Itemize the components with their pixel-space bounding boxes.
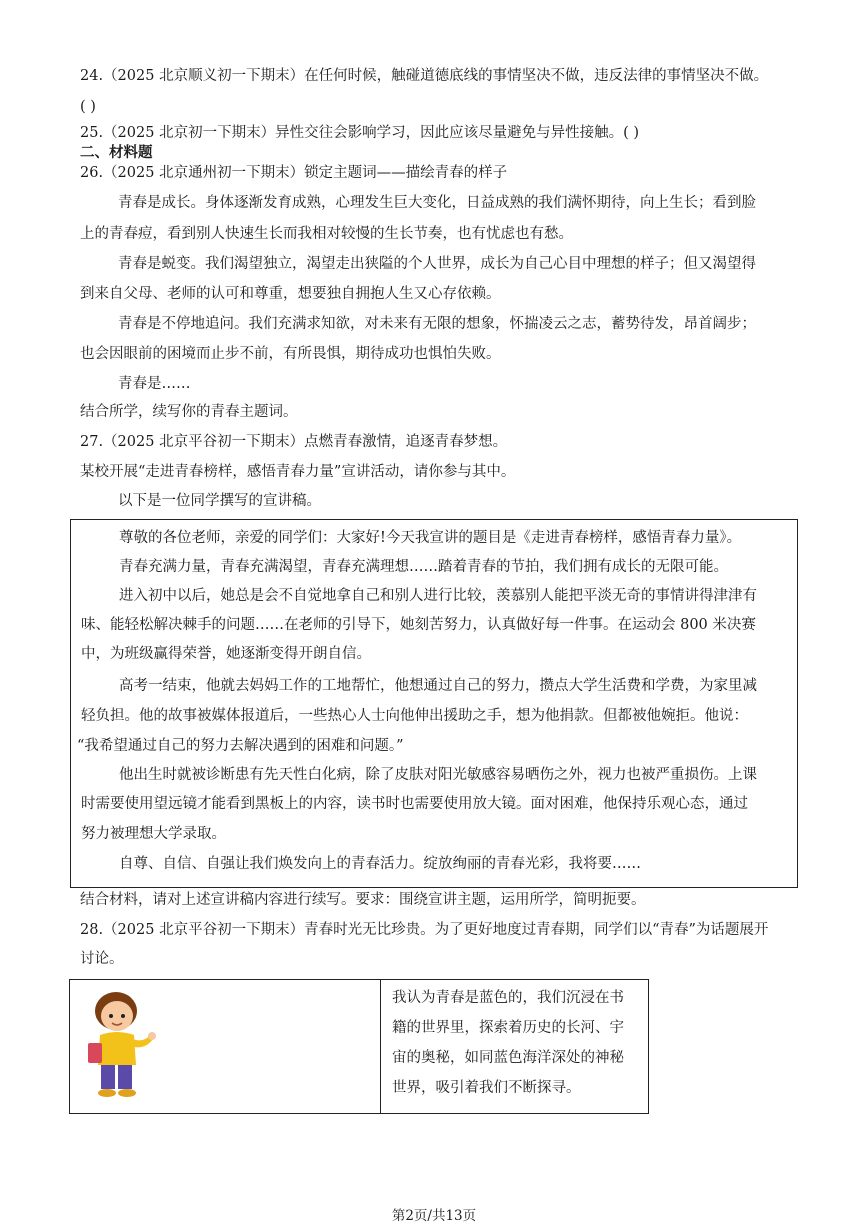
speech-line: 青春充满力量，青春充满渴望，青春充满理想……踏着青春的节拍，我们拥有成长的无限可能。 (119, 559, 728, 575)
speech-line: 中，为班级赢得荣誉，她逐渐变得开朗自信。 (81, 646, 371, 662)
speech-line: 尊敬的各位老师，亲爱的同学们：大家好!今天我宣讲的题目是《走进青春榜样，感悟青春力量》。 (119, 530, 742, 546)
student-speech-line: 籍的世界里，探索着历史的长河、宇 (392, 1020, 624, 1036)
q26-paragraph: 青春是…… (118, 376, 191, 392)
q26-paragraph: 青春是蜕变。我们渴望独立，渴望走出狭隘的个人世界，成长为自己心目中理想的样子；但又渴望得 (118, 256, 756, 272)
q26-paragraph: 青春是不停地追问。我们充满求知欲，对未来有无限的想象，怀揣凌云之志，蓄势待发，昂首阔步； (118, 316, 756, 332)
shirt-shape (98, 1032, 136, 1065)
q27-title: 27.（2025 北京平谷初一下期末）点燃青春激情，追逐青春梦想。 (80, 434, 508, 450)
student-speech-line: 宙的奥秘，如同蓝色海洋深处的神秘 (392, 1050, 624, 1066)
q26-paragraph: 青春是成长。身体逐渐发育成熟，心理发生巨大变化，日益成熟的我们满怀期待，向上生长；看到脸 (118, 195, 756, 211)
q26-task: 结合所学，续写你的青春主题词。 (80, 404, 298, 420)
section-material-title: 二、材料题 (80, 145, 153, 161)
student-speech-line: 我认为青春是蓝色的，我们沉浸在书 (392, 990, 624, 1006)
q27-intro: 某校开展“走进青春榜样，感悟青春力量”宣讲活动，请你参与其中。 (80, 464, 516, 480)
student-speech-line: 世界，吸引着我们不断探寻。 (392, 1080, 581, 1096)
q26-title: 26.（2025 北京通州初一下期末）锁定主题词——描绘青春的样子 (80, 165, 508, 181)
q28-title: 讨论。 (80, 951, 124, 967)
speech-line: 高考一结束，他就去妈妈工作的工地帮忙，他想通过自己的努力，攒点大学生活费和学费，为家里减 (119, 678, 757, 694)
q26-paragraph: 也会因眼前的困境而止步不前，有所畏惧，期待成功也惧怕失败。 (80, 346, 501, 362)
speech-line: 他出生时就被诊断患有先天性白化病，除了皮肤对阳光敏感容易晒伤之外，视力也被严重损伤。上课 (119, 767, 757, 783)
q26-paragraph: 上的青春痘，看到别人快速生长而我相对较慢的生长节奏，也有忧虑也有愁。 (80, 226, 573, 242)
q28-discussion-table (69, 979, 649, 1114)
q27-intro: 以下是一位同学撰写的宣讲稿。 (118, 493, 321, 509)
speech-line: 努力被理想大学录取。 (81, 826, 226, 842)
speech-line: 进入初中以后，她总是会不自觉地拿自己和别人进行比较，羡慕别人能把平淡无奇的事情讲得津津有 (119, 588, 757, 604)
speech-line: 轻负担。他的故事被媒体报道后，一些热心人士向他伸出援助之手，想为他捐款。但都被他婉拒。他说： (81, 708, 748, 724)
speech-line: “我希望通过自己的努力去解决遇到的困难和问题。” (77, 738, 404, 754)
speech-line: 时需要使用望远镜才能看到黑板上的内容，读书时也需要使用放大镜。面对困难，他保持乐观心态，通过 (81, 796, 748, 812)
q28-title: 28.（2025 北京平谷初一下期末）青春时光无比珍贵。为了更好地度过青春期，同学们以“青春”为话题展开 (80, 922, 769, 938)
face-shape (101, 1001, 133, 1031)
page-number: 第2页/共13页 (391, 1208, 477, 1224)
q27-task: 结合材料，请对上述宣讲稿内容进行续写。要求：围绕宣讲主题，运用所学，简明扼要。 (80, 892, 646, 908)
q26-paragraph: 到来自父母、老师的认可和尊重，想要独自拥抱人生又心存依赖。 (80, 286, 501, 302)
q24-line1: 24.（2025 北京顺义初一下期末）在任何时候，触碰道德底线的事情坚决不做，违反法律的事情坚决不做。 (80, 68, 769, 84)
speech-draft-box (70, 519, 798, 888)
pants-shape (101, 1065, 115, 1089)
table-column-divider (380, 980, 381, 1113)
student-cartoon-icon (80, 985, 160, 1105)
q24-answer-blank: ( ) (80, 99, 96, 115)
speech-line: 味、能轻松解决棘手的问题……在老师的引导下，她刻苦努力，认真做好每一件事。在运动会 800 米决赛 (81, 617, 756, 633)
speech-line: 自尊、自信、自强让我们焕发向上的青春活力。绽放绚丽的青春光彩，我将要…… (119, 856, 641, 872)
book-shape (88, 1043, 102, 1063)
q25-line1: 25.（2025 北京初一下期末）异性交往会影响学习，因此应该尽量避免与异性接触。( ) (80, 125, 639, 141)
